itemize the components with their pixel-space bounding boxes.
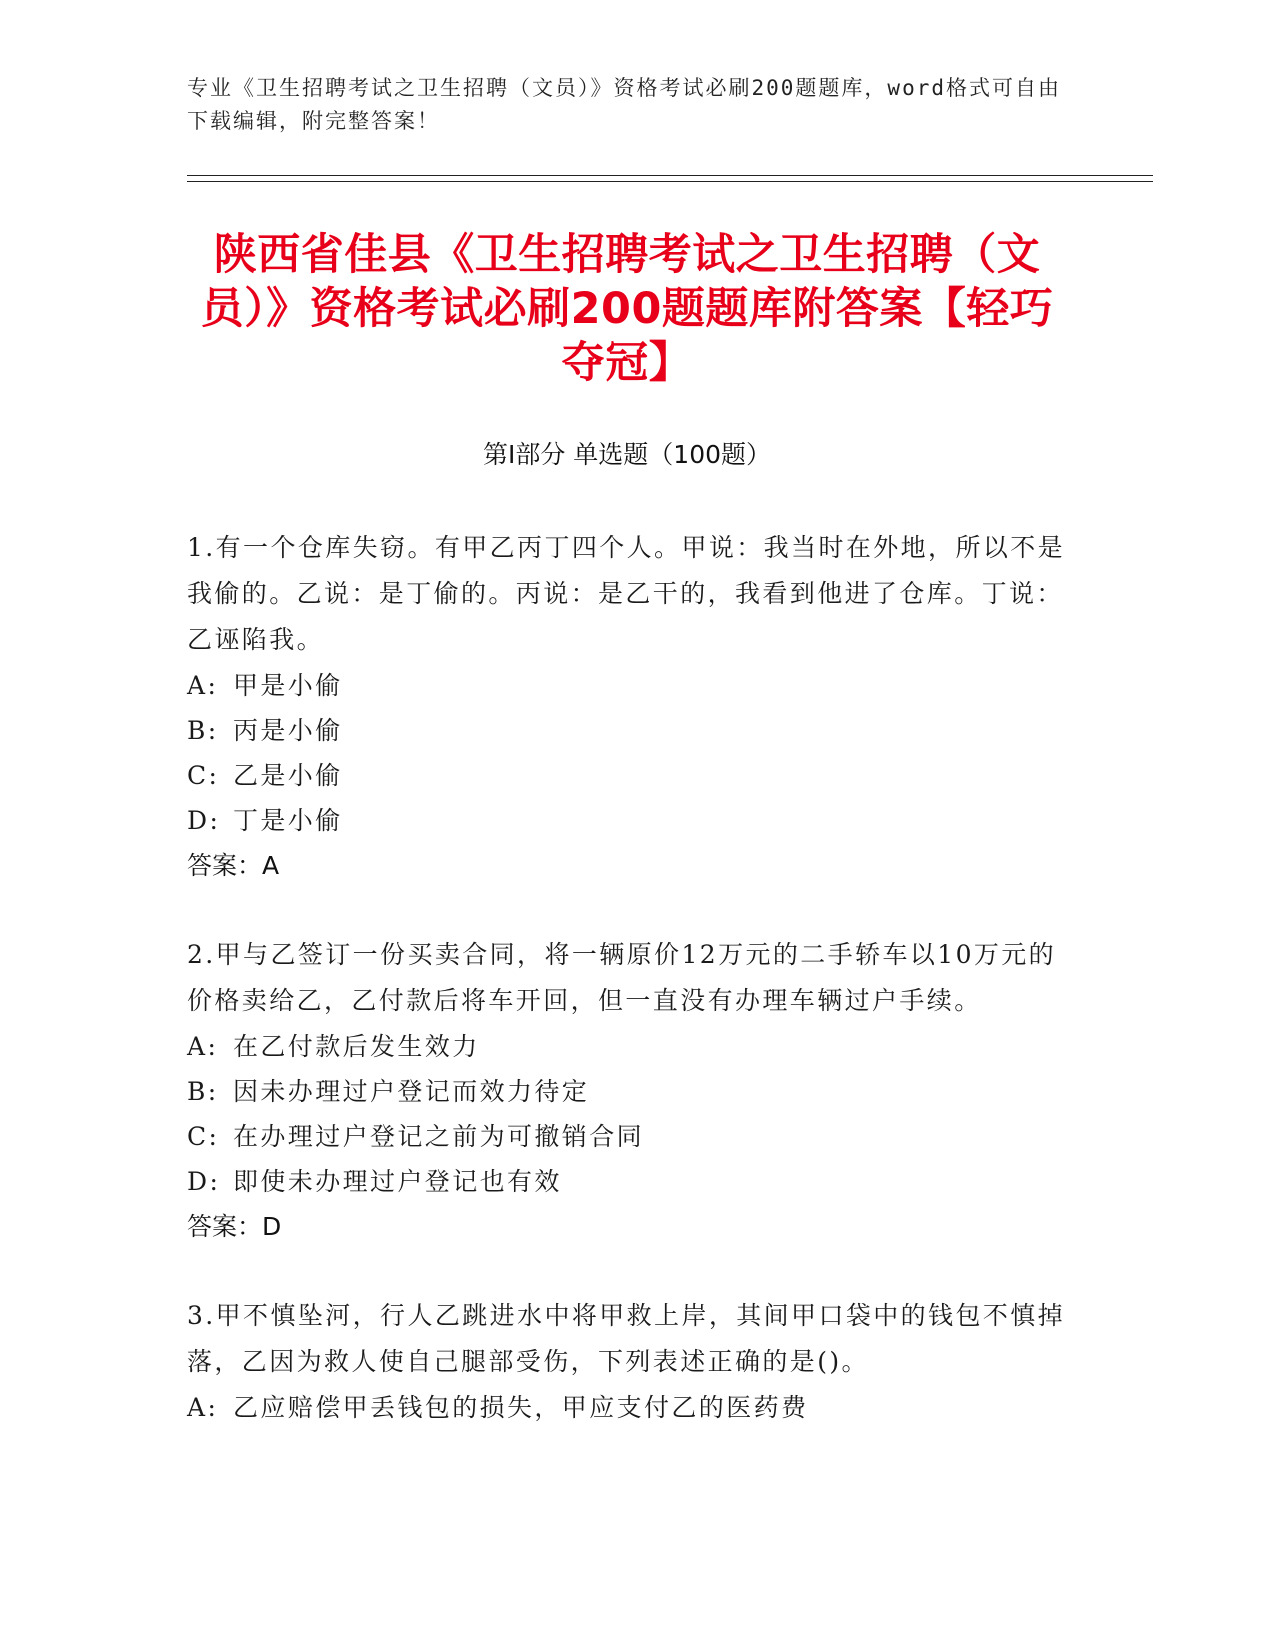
option-b [187, 708, 1077, 753]
question-stem: 3.甲不慎坠河，行人乙跳进水中将甲救上岸，其间甲口袋中的钱包不慎掉落，乙因为救人使自己腿部受伤，下列表述正确的是()。 [187, 1301, 1066, 1376]
option-b [187, 1069, 1077, 1114]
answer-line: 答案：D [187, 1212, 282, 1241]
option-key: A: [187, 671, 219, 700]
answer-line: 答案：A [187, 851, 280, 880]
option-a [187, 663, 1077, 708]
option-a [187, 1024, 1077, 1069]
option-text: 丙是小偷 [233, 716, 343, 745]
option-key: D: [187, 1167, 221, 1196]
header-note: 专业《卫生招聘考试之卫生招聘（文员）》资格考试必刷200题题库，word格式可自由下载编辑，附完整答案！ [187, 76, 1061, 133]
option-d [187, 798, 1077, 843]
option-key: A: [187, 1393, 219, 1422]
question-2 [187, 932, 1077, 1249]
option-key: A: [187, 1032, 219, 1061]
question-list [187, 525, 1077, 1474]
option-text: 因未办理过户登记而效力待定 [233, 1077, 590, 1106]
option-key: B: [187, 716, 219, 745]
header-divider-bottom [187, 181, 1153, 182]
section-title: 第I部分 单选题（100题） [482, 440, 772, 469]
option-d [187, 1159, 1077, 1204]
question-stem: 2.甲与乙签订一份买卖合同，将一辆原价12万元的二手轿车以10万元的价格卖给乙，乙付款后将车开回，但一直没有办理车辆过户手续。 [187, 940, 1057, 1015]
option-c [187, 753, 1077, 798]
document-title: 陕西省佳县《卫生招聘考试之卫生招聘（文员）》资格考试必刷200题题库附答案【轻巧夺冠】 [200, 230, 1054, 388]
option-text: 在办理过户登记之前为可撤销合同 [233, 1122, 645, 1151]
question-3 [187, 1293, 1077, 1430]
option-a [187, 1385, 1077, 1430]
option-text: 乙是小偷 [233, 761, 343, 790]
option-text: 在乙付款后发生效力 [233, 1032, 480, 1061]
option-key: D: [187, 806, 221, 835]
option-text: 甲是小偷 [233, 671, 343, 700]
question-stem: 1.有一个仓库失窃。有甲乙丙丁四个人。甲说：我当时在外地，所以不是我偷的。乙说：是丁偷的。丙说：是乙干的，我看到他进了仓库。丁说：乙诬陷我。 [187, 533, 1066, 654]
option-key: C: [187, 1122, 220, 1151]
option-text: 即使未办理过户登记也有效 [233, 1167, 562, 1196]
option-key: B: [187, 1077, 219, 1106]
header-divider-top [187, 175, 1153, 176]
question-1 [187, 525, 1077, 888]
option-text: 乙应赔偿甲丢钱包的损失，甲应支付乙的医药费 [233, 1393, 809, 1422]
option-c [187, 1114, 1077, 1159]
option-text: 丁是小偷 [233, 806, 343, 835]
option-key: C: [187, 761, 220, 790]
